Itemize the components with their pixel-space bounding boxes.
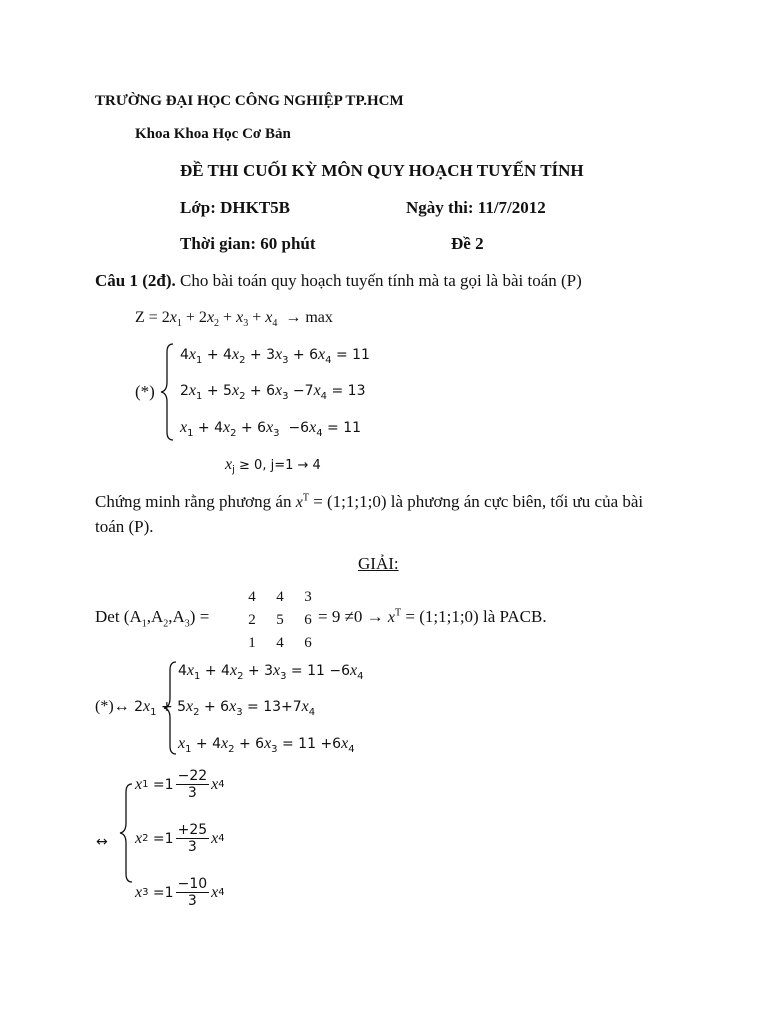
system-label: (*) xyxy=(135,382,155,401)
exam-code: Đề 2 xyxy=(451,234,484,253)
equivalent-row-3: $x_1 + 4x_2 + 6x_3 = 11 +6x_4$ xyxy=(178,735,355,755)
x3-denominator: 3 xyxy=(187,893,197,909)
matrix-cell: 6 xyxy=(304,612,312,628)
prove-vector-text: = (1;1;1;0) là phương án cực biên, tối ưu của bài xyxy=(308,492,644,511)
determinant-matrix xyxy=(240,586,320,655)
matrix-row xyxy=(240,632,320,655)
solution-x2: x 2 = 1 $\frac{+25}{3}$ x 4 xyxy=(135,822,225,855)
exam-duration: Thời gian: 60 phút xyxy=(180,234,316,253)
x3-fraction xyxy=(176,876,210,909)
x1-fraction xyxy=(176,768,210,801)
exam-date: Ngày thi: 11/7/2012 xyxy=(406,198,546,217)
prove-statement-line-1: Chứng minh rằng phương án $x^T$ = (1;1;1;0) là phương án cực biên, tối ưu của bài xyxy=(95,492,644,511)
constraint-row-1-rhs: = 11 xyxy=(335,347,370,363)
prove-statement-line-2: toán (P). xyxy=(95,517,154,536)
constraint-row-3-rhs: = 11 xyxy=(327,420,362,436)
solution-brace-icon xyxy=(117,782,135,884)
eq1-rhs: = 11 −6 xyxy=(290,663,351,679)
eq3-rhs: = 11 +6 xyxy=(282,736,342,752)
faculty-name: Khoa Khoa Học Cơ Bản xyxy=(135,126,291,142)
objective-function: $Z = 2x_1 + 2x_2 + x_3 + x_4 \to \max$ xyxy=(135,309,333,330)
x2-constant: 1 xyxy=(164,830,174,847)
matrix-cell: 6 xyxy=(304,635,312,651)
matrix-row xyxy=(240,586,320,609)
matrix-cell: 4 xyxy=(276,635,284,651)
constraint-row-2: $2x_1 + 5x_2 + 6x_3 -7x_4 = 13$ xyxy=(180,382,366,402)
question-1-statement xyxy=(95,271,582,291)
determinant-label: Det $(A_1,A_2,A_3)$ = xyxy=(95,607,210,630)
matrix-cell: 5 xyxy=(276,612,284,628)
determinant-result: = $9 \ne 0 \to x^T$ = (1;1;1;0) là PACB. xyxy=(318,607,547,626)
det-result-text: = 9 ≠0 → xyxy=(318,607,384,626)
nonnegativity-constraint: $x_j \ge 0$, j=1 → 4 xyxy=(225,456,321,476)
constraint-row-1: $4x_1 + 4x_2 + 3x_3 + 6x_4 = 11$ xyxy=(180,346,370,366)
x2-fraction xyxy=(176,822,210,855)
solution-heading: GIẢI: xyxy=(358,554,399,573)
x1-constant: 1 xyxy=(164,776,174,793)
matrix-cell: 4 xyxy=(248,589,256,605)
matrix-cell: 2 xyxy=(248,612,256,628)
x1-numerator: −22 xyxy=(177,768,208,784)
x3-numerator: −10 xyxy=(177,876,208,892)
class-label: Lớp: DHKT5B xyxy=(180,198,291,217)
equivalent-row-1: $4x_1 + 4x_2 + 3x_3 = 11 -6x_4$ xyxy=(178,662,364,682)
question-1-text: Cho bài toán quy hoạch tuyến tính mà ta gọi là bài toán (P) xyxy=(175,271,582,290)
x2-denominator: 3 xyxy=(187,839,197,855)
x3-constant: 1 xyxy=(164,884,174,901)
matrix-cell: 4 xyxy=(276,589,284,605)
det-tail-text: = (1;1;1;0) là PACB. xyxy=(401,607,547,626)
solution-x3: x 3 = 1 $\frac{-10}{3}$ x 4 xyxy=(135,876,225,909)
matrix-cell: 1 xyxy=(248,635,256,651)
eq2-rhs: = 13+7 xyxy=(247,699,302,715)
nonneg-text: ≥ 0, j=1 → 4 xyxy=(239,458,321,473)
constraint-row-3: $x_1 + 4x_2 + 6x_3 -6x_4 = 11$ xyxy=(180,419,362,439)
equivalent-row-2: (*)↔ $2x_1 + 5x_2 + 6x_3 = 13+7x_4$ xyxy=(95,698,316,718)
prove-text: Chứng minh rằng phương án xyxy=(95,492,296,511)
objective-prefix: Z = 2 xyxy=(135,309,170,326)
matrix-row xyxy=(240,609,320,632)
matrix-cell: 3 xyxy=(304,589,312,605)
equivalence-arrow: ↔ xyxy=(96,834,108,850)
det-label-text: Det (A xyxy=(95,607,142,626)
x2-numerator: +25 xyxy=(177,822,208,838)
question-1-label: Câu 1 (2đ). xyxy=(95,271,176,290)
exam-title: ĐỀ THI CUỐI KỲ MÔN QUY HOẠCH TUYẾN TÍNH xyxy=(180,161,584,180)
x1-denominator: 3 xyxy=(187,785,197,801)
system-brace-icon xyxy=(158,342,176,442)
constraint-row-2-rhs: = 13 xyxy=(331,383,366,399)
solution-x1: x 1 = 1 $\frac{-22}{3}$ x 4 xyxy=(135,768,225,801)
equiv-label: (*)↔ xyxy=(95,698,130,715)
objective-direction: max xyxy=(305,309,333,326)
university-name: TRƯỜNG ĐẠI HỌC CÔNG NGHIỆP TP.HCM xyxy=(95,93,404,109)
